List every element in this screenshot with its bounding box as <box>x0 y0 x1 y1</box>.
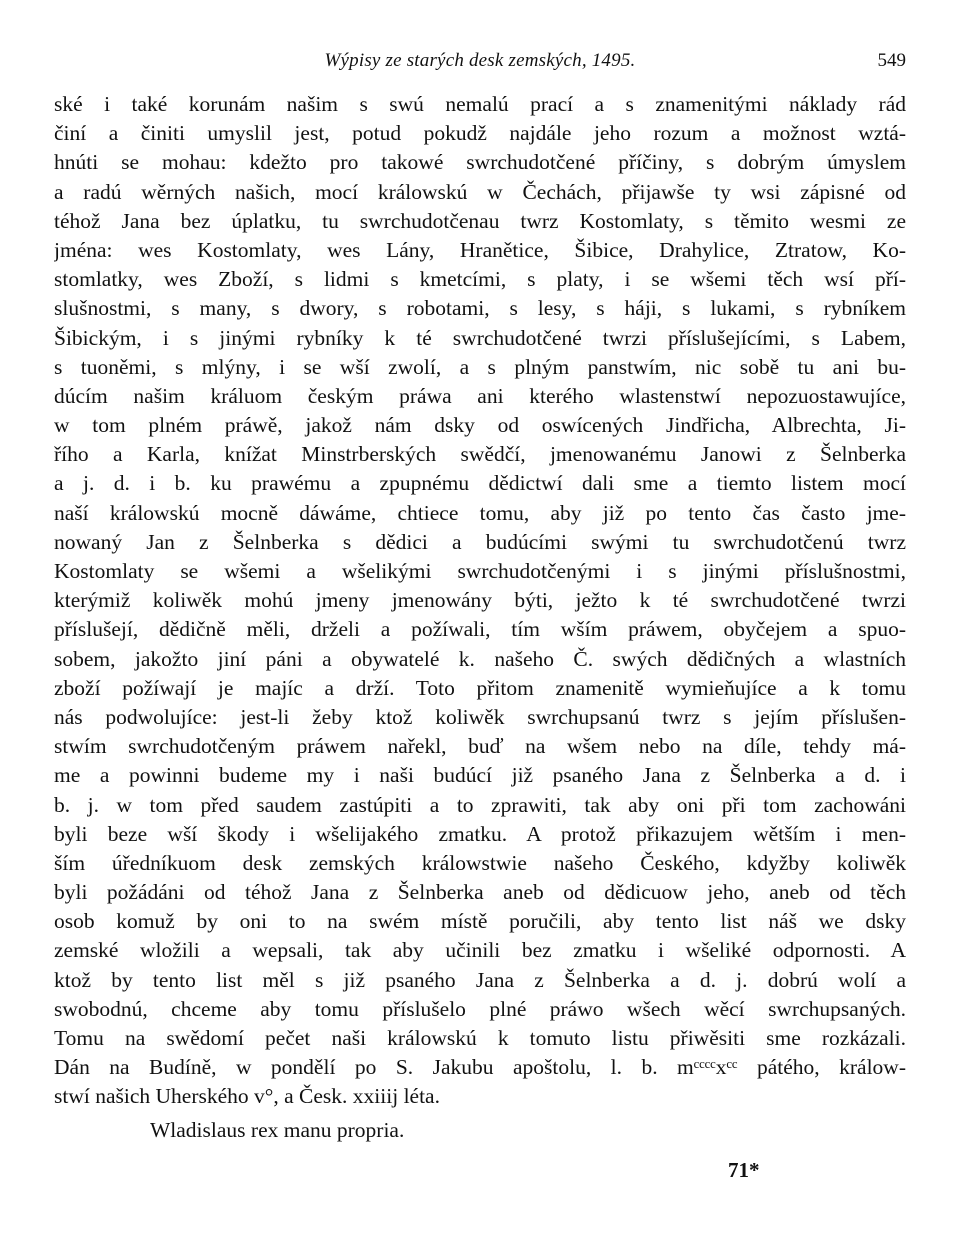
text-line: kterýmiž koliwěk mohú jmeny jmenowány býti, ježto k té swrchudotčené twrzi <box>54 588 906 613</box>
text-line: stwím swrchudotčeným práwem nařekl, buď na wšem nebo na díle, tehdy má- <box>54 734 906 759</box>
text-line: w tom plném práwě, jakož nám dsky od oswícených Jindřicha, Albrechta, Ji- <box>54 413 906 438</box>
text-line: naší králowskú mocně dáwáme, chtiece tomu, aby již po tento čas často jme- <box>54 500 906 525</box>
body-text <box>54 90 906 1112</box>
text-line: osob komuž by oni to na swém místě poručili, aby tento list náš we dsky <box>54 909 906 934</box>
text-line: sobem, jakožto jiní páni a obywatelé k. našeho Č. swých dědičných a wlastních <box>54 646 906 671</box>
text-line: swobodnú, chceme aby tomu příslušelo plné práwo wšech wěcí swrchupsaných. <box>54 996 906 1021</box>
text-line: b. j. w tom před saudem zastúpiti a to zprawiti, tak aby oni při tom zachowáni <box>54 792 906 817</box>
text-line: činí a činiti umyslil jest, potud pokudž najdále jeho rozum a možnost wztá- <box>54 121 906 146</box>
text-line: ším úředníkuom desk zemských králowstwie našeho Českého, kdyžby koliwěk <box>54 850 906 875</box>
page-number: 549 <box>877 50 906 71</box>
text-line: slušnostmi, s many, s dwory, s robotami, s lesy, s háji, s lukami, s rybníkem <box>54 296 906 321</box>
text-line: nás podwolujíce: jest-li žeby ktož koliwěk swrchupsanú twrz s jejím příslušen- <box>54 704 906 729</box>
text-line: nowaný Jan z Šelnberka s dědici a budúcími swými tu swrchudotčenú twrz <box>54 529 906 554</box>
text-line: řího a Karla, knížat Minstrberských swědčí, jmenowanému Janowi z Šelnberka <box>54 442 906 467</box>
text-line: s tuoněmi, s mlýny, i se wší zwolí, a s plným panstwím, nic sobě tu ani bu- <box>54 354 906 379</box>
text-line: Šibickým, i s jinými rybníky k té swrchudotčené twrzi příslušejícími, s Labem, <box>54 325 906 350</box>
text-line: příslušejí, dědičně měli, drželi a požíwali, tím wším práwem, obyčejem a spuo- <box>54 617 906 642</box>
signature-line: Wladislaus rex manu propria. <box>150 1118 405 1142</box>
text-line: jména: wes Kostomlaty, wes Lány, Hranětice, Šibice, Drahylice, Ztratow, Ko- <box>54 237 906 262</box>
text-line: Tomu na swědomí pečet naši králowskú k tomuto listu přiwěsiti sme rozkázali. <box>54 1026 906 1050</box>
text-line: zboží požíwají je majíc a drží. Toto přitom znamenitě wymieňujíce a k tomu <box>54 675 906 700</box>
text-line: ktož by tento list měl s již psaného Jana z Šelnberka a d. j. dobrú wolí a <box>54 967 906 992</box>
sheet-mark: 71* <box>728 1158 760 1182</box>
running-head <box>54 50 906 78</box>
text-line: a radú wěrných našich, mocí králowskú w Čechách, přijawše ty wsi zápisné od <box>54 179 906 204</box>
text-line: Kostomlaty se wšemi a wšelikými swrchudotčenými i s jinými příslušnostmi, <box>54 559 906 583</box>
text-line: zemské wložili a wepsali, tak aby učinili bez zmatku i wšeliké odpornosti. A <box>54 938 906 963</box>
text-line: stomlatky, wes Zboží, s lidmi s kmetcími, s platy, i se wšemi těch wsí pří- <box>54 267 906 292</box>
running-title: Wýpisy ze starých desk zemských, 1495. <box>324 50 636 71</box>
text-line: ské i také korunám našim s swú nemalú prací a s znamenitými náklady rád <box>54 92 906 116</box>
text-line: a j. d. i b. ku prawému a zpupnému dědictwí dali sme a tiemto listem mocí <box>54 471 906 496</box>
text-line: téhož Jana bez úplatku, tu swrchudotčenau twrz Kostomlaty, s těmito wesmi ze <box>54 208 906 233</box>
text-line: byli beze wší škody i wšelijakého zmatku. A protož přikazujem wětším i men- <box>54 821 906 846</box>
text-line: me a powinni budeme my i naši budúcí již psaného Jana z Šelnberka a d. i <box>54 763 906 788</box>
text-line: stwí našich Uherského v°, a Česk. xxiiij léta. <box>54 1084 440 1109</box>
text-line: Dán na Budíně, w pondělí po S. Jakubu apoštolu, l. b. mᶜᶜᶜᶜxᶜᶜ pátého, králow- <box>54 1055 906 1080</box>
text-line: byli požádáni od téhož Jana z Šelnberka aneb od dědicuow jeho, aneb od těch <box>54 880 906 905</box>
text-line: dúcím našim králuom českým práwa ani kterého wlastenstwí nepozuostawujíce, <box>54 383 906 408</box>
text-line: hnúti se mohau: kdežto pro takowé swrchudotčené příčiny, s dobrým úmyslem <box>54 150 906 175</box>
